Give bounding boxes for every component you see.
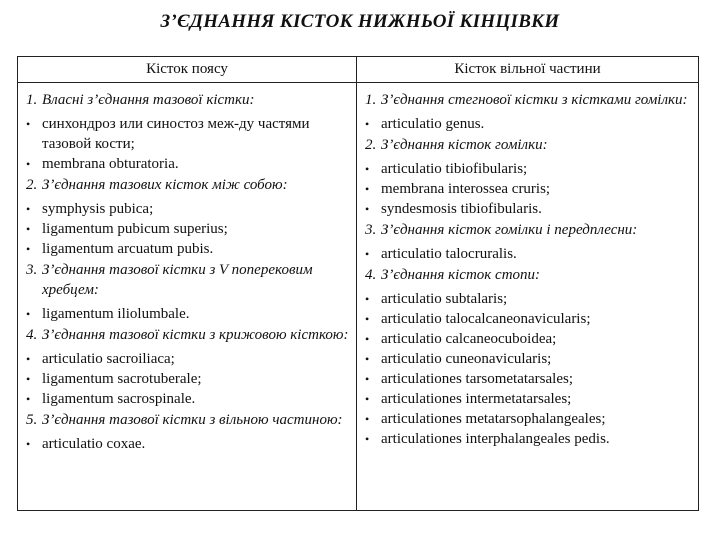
joints-table xyxy=(17,56,699,511)
list-item xyxy=(365,289,694,309)
section-heading-text: З’єднання тазової кістки з крижовою кісткою: xyxy=(42,327,349,343)
list-item xyxy=(26,349,352,369)
bullet-marker: • xyxy=(365,352,370,366)
section-heading xyxy=(26,325,352,345)
bullet-marker: • xyxy=(365,312,370,326)
list-item xyxy=(365,369,694,389)
list-item-text: articulatio subtalaris; xyxy=(381,291,508,307)
list-item xyxy=(26,304,352,324)
list-item xyxy=(365,349,694,369)
section-heading-text: З’єднання стегнової кістки з кістками гомілки: xyxy=(381,92,688,108)
list-item-text: ligamentum pubicum superius; xyxy=(42,221,228,237)
list-item xyxy=(26,199,352,219)
section-heading xyxy=(365,220,694,240)
section-number: 4. xyxy=(26,327,38,343)
list-item xyxy=(26,434,352,454)
section-heading-text: Власні з’єднання тазової кістки: xyxy=(42,92,255,108)
section-heading xyxy=(365,135,694,155)
list-item-text: ligamentum sacrotuberale; xyxy=(42,371,202,387)
bullet-marker: • xyxy=(26,307,31,321)
list-item-text: symphysis pubica; xyxy=(42,201,154,217)
bullet-marker: • xyxy=(365,412,370,426)
column-header-free-part: Кісток вільної частини xyxy=(357,57,699,83)
bullet-marker: • xyxy=(26,372,31,386)
bullet-marker: • xyxy=(26,202,31,216)
bullet-marker: • xyxy=(365,332,370,346)
column-girdle xyxy=(18,83,357,511)
bullet-marker: • xyxy=(26,437,31,451)
bullet-marker: • xyxy=(365,432,370,446)
list-item xyxy=(26,389,352,409)
list-item xyxy=(365,179,694,199)
section-number: 4. xyxy=(365,267,377,283)
list-item-text: articulatio cuneonavicularis; xyxy=(381,351,552,367)
list-item-text: ligamentum iliolumbale. xyxy=(42,306,190,322)
list-item-text: articulatio tibiofibularis; xyxy=(381,161,528,177)
section-number: 2. xyxy=(26,177,38,193)
list-item xyxy=(26,369,352,389)
section-number: 1. xyxy=(26,92,38,108)
list-item-text: синхондроз или синостоз меж-ду частями тазовой кости; xyxy=(42,116,310,152)
section-number: 2. xyxy=(365,137,377,153)
section-heading-text: З’єднання кісток гомілки і передплесни: xyxy=(381,222,638,238)
section-heading-text: З’єднання тазової кістки з вільною частиною: xyxy=(42,412,343,428)
section-number: 5. xyxy=(26,412,38,428)
bullet-marker: • xyxy=(365,372,370,386)
list-item-text: membrana obturatoria. xyxy=(42,156,179,172)
list-item xyxy=(365,199,694,219)
bullet-marker: • xyxy=(26,352,31,366)
section-number: 1. xyxy=(365,92,377,108)
section-heading xyxy=(26,410,352,430)
list-item xyxy=(26,219,352,239)
bullet-marker: • xyxy=(365,162,370,176)
bullet-marker: • xyxy=(26,392,31,406)
list-item xyxy=(365,309,694,329)
bullet-marker: • xyxy=(26,222,31,236)
list-item xyxy=(365,429,694,449)
bullet-marker: • xyxy=(365,182,370,196)
list-item-text: ligamentum sacrospinale. xyxy=(42,391,196,407)
list-item-text: articulationes interphalangeales pedis. xyxy=(381,431,610,447)
list-item-text: articulatio talocruralis. xyxy=(381,246,517,262)
section-heading-text: З’єднання тазової кістки з V поперековим хребцем: xyxy=(42,262,313,298)
list-item xyxy=(26,239,352,259)
list-item-text: articulationes tarsometatarsales; xyxy=(381,371,574,387)
girdle-list xyxy=(18,83,356,454)
list-item xyxy=(26,154,352,174)
bullet-marker: • xyxy=(365,247,370,261)
section-heading-text: З’єднання тазових кісток між собою: xyxy=(42,177,288,193)
bullet-marker: • xyxy=(365,292,370,306)
section-heading xyxy=(26,90,352,110)
list-item-text: articulatio coxae. xyxy=(42,436,146,452)
bullet-marker: • xyxy=(365,392,370,406)
list-item xyxy=(365,159,694,179)
list-item-text: ligamentum arcuatum pubis. xyxy=(42,241,214,257)
list-item-text: membrana interossea cruris; xyxy=(381,181,551,197)
section-number: 3. xyxy=(365,222,377,238)
bullet-marker: • xyxy=(365,202,370,216)
list-item xyxy=(365,114,694,134)
page-title: З’ЄДНАННЯ КІСТОК НИЖНЬОЇ КІНЦІВКИ xyxy=(160,11,560,32)
list-item xyxy=(365,389,694,409)
list-item-text: articulatio sacroiliaca; xyxy=(42,351,175,367)
list-item-text: syndesmosis tibiofibularis. xyxy=(381,201,542,217)
section-heading-text: З’єднання кісток гомілки: xyxy=(381,137,548,153)
list-item-text: articulatio calcaneocuboidea; xyxy=(381,331,557,347)
section-heading xyxy=(26,175,352,195)
list-item xyxy=(365,329,694,349)
list-item xyxy=(365,409,694,429)
section-heading xyxy=(26,260,352,300)
section-number: 3. xyxy=(26,262,38,278)
column-free-part xyxy=(357,83,699,511)
list-item-text: articulatio talocalcaneonavicularis; xyxy=(381,311,591,327)
list-item-text: articulationes metatarsophalangeales; xyxy=(381,411,606,427)
list-item-text: articulationes intermetatarsales; xyxy=(381,391,572,407)
bullet-marker: • xyxy=(26,242,31,256)
section-heading-text: З’єднання кісток стопи: xyxy=(381,267,541,283)
bullet-marker: • xyxy=(26,157,31,171)
list-item xyxy=(365,244,694,264)
section-heading xyxy=(365,265,694,285)
free-part-list xyxy=(357,83,698,449)
section-heading xyxy=(365,90,694,110)
bullet-marker: • xyxy=(365,117,370,131)
list-item-text: articulatio genus. xyxy=(381,116,485,132)
column-header-girdle: Кісток поясу xyxy=(18,57,357,83)
bullet-marker: • xyxy=(26,117,31,131)
list-item xyxy=(26,114,352,154)
